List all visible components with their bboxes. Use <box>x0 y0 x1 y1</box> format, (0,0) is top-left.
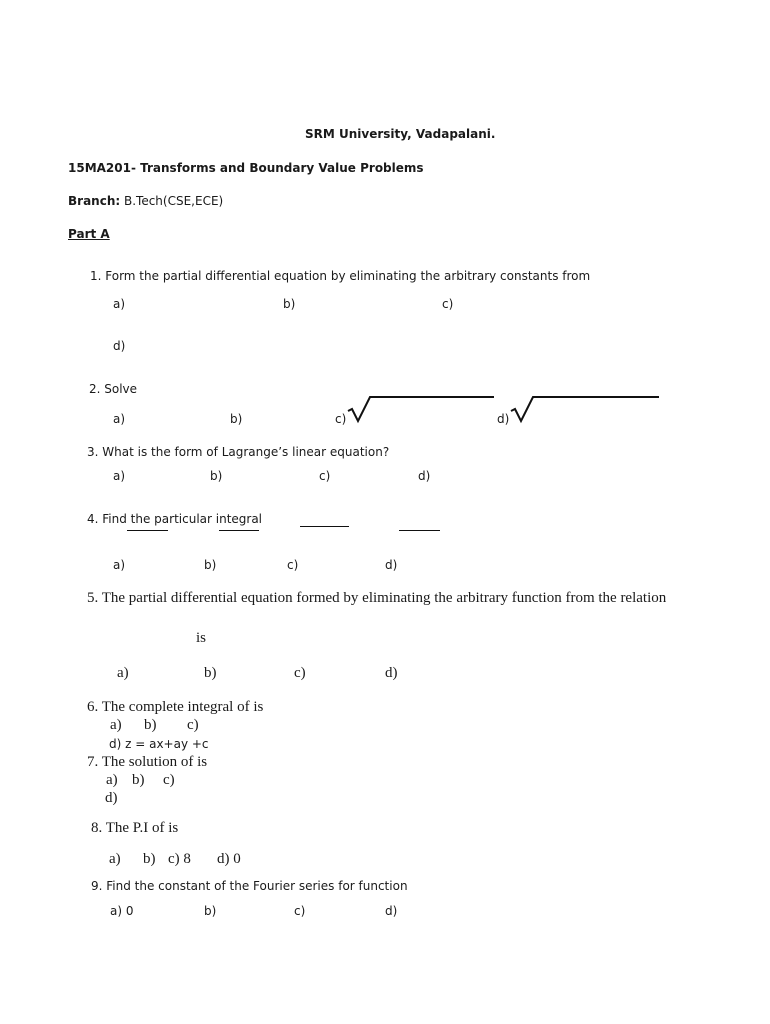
branch-line <box>68 194 223 208</box>
q9-option-a: a) 0 <box>110 904 134 918</box>
q5-option-a: a) <box>117 665 129 681</box>
q3-option-b: b) <box>210 469 223 483</box>
question-4-stem: 4. Find the particular integral <box>87 512 263 526</box>
q1-option-b: b) <box>283 297 296 311</box>
q1-option-a: a) <box>113 297 126 311</box>
part-heading: Part A <box>68 227 110 241</box>
q8-option-a: a) <box>109 851 121 867</box>
q1-option-c: c) <box>442 297 454 311</box>
q2-option-b: b) <box>230 412 243 426</box>
question-2-stem: 2. Solve <box>89 382 138 396</box>
q7-option-c: c) <box>163 772 175 788</box>
question-5-stem: 5. The partial differential equation formed by eliminating the arbitrary function from the relation <box>87 590 667 606</box>
q5-option-d: d) <box>385 665 398 681</box>
fraction-bar <box>219 530 259 531</box>
q4-option-b: b) <box>204 558 217 572</box>
q3-option-d: d) <box>418 469 431 483</box>
q3-option-a: a) <box>113 469 126 483</box>
q9-option-b: b) <box>204 904 217 918</box>
q4-option-a: a) <box>113 558 126 572</box>
q5-option-b: b) <box>204 665 217 681</box>
q2-option-d: d) <box>497 412 510 426</box>
q9-option-c: c) <box>294 904 306 918</box>
q5-option-c: c) <box>294 665 306 681</box>
question-8-stem: 8. The P.I of is <box>91 820 179 836</box>
branch-label: Branch: <box>68 194 121 208</box>
question-6-stem: 6. The complete integral of is <box>87 699 264 715</box>
fraction-bar <box>399 530 440 531</box>
course-title: 15MA201- Transforms and Boundary Value Problems <box>68 161 424 175</box>
q6-option-d: d) z = ax+ay +c <box>109 737 209 751</box>
q1-option-d: d) <box>113 339 126 353</box>
fraction-bar <box>127 530 168 531</box>
q6-option-b: b) <box>144 717 157 733</box>
q4-option-c: c) <box>287 558 299 572</box>
branch-value: B.Tech(CSE,ECE) <box>120 194 224 208</box>
q2-option-a: a) <box>113 412 126 426</box>
question-9-stem: 9. Find the constant of the Fourier series for function <box>91 879 408 893</box>
question-7-stem: 7. The solution of is <box>87 754 208 770</box>
q6-option-c: c) <box>187 717 199 733</box>
radical-sign-icon <box>509 394 661 424</box>
q7-option-d: d) <box>105 790 118 806</box>
q6-option-a: a) <box>110 717 122 733</box>
question-5-stem-continued: is <box>196 630 207 646</box>
question-1-stem: 1. Form the partial differential equation by eliminating the arbitrary constants from <box>90 269 591 283</box>
radical-sign-icon <box>346 394 496 424</box>
fraction-bar <box>300 526 349 527</box>
q3-option-c: c) <box>319 469 331 483</box>
q8-option-d: d) 0 <box>217 851 241 867</box>
question-3-stem: 3. What is the form of Lagrange’s linear equation? <box>87 445 390 459</box>
q8-option-c: c) 8 <box>168 851 191 867</box>
q9-option-d: d) <box>385 904 398 918</box>
q7-option-a: a) <box>106 772 118 788</box>
q7-option-b: b) <box>132 772 145 788</box>
q4-option-d: d) <box>385 558 398 572</box>
university-title: SRM University, Vadapalani. <box>305 127 496 141</box>
q8-option-b: b) <box>143 851 156 867</box>
q2-option-c: c) <box>335 412 347 426</box>
